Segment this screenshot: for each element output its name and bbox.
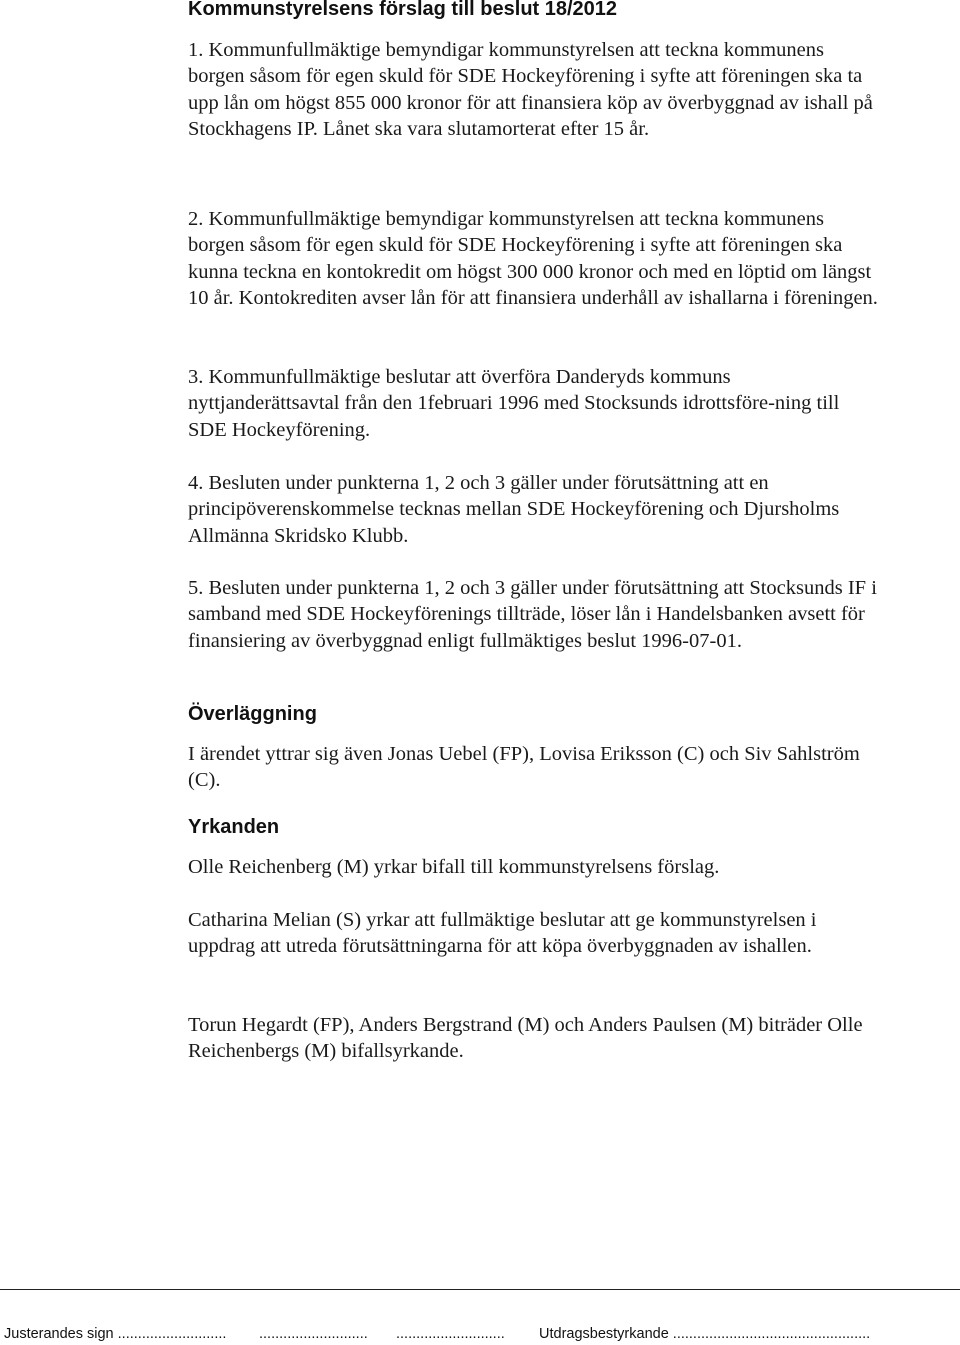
sign-field-3: ........................... bbox=[396, 1326, 505, 1342]
sign-field-2: ........................... bbox=[259, 1326, 368, 1342]
proposal-item-5: 5. Besluten under punkterna 1, 2 och 3 gäller under förutsättning att Stocksunds IF i samband med SDE Hockeyförenings tillträde, löser lån i Handelsbanken avsett för finansiering av överbyggnad enligt fullmäktiges beslut 1996-07-01. bbox=[188, 577, 877, 652]
motions-heading: Yrkanden bbox=[188, 816, 280, 838]
footer-divider bbox=[0, 1289, 960, 1290]
deliberation-text: I ärendet yttrar sig även Jonas Uebel (FP), Lovisa Eriksson (C) och Siv Sahlström (C). bbox=[188, 743, 860, 792]
proposal-item-1: 1. Kommunfullmäktige bemyndigar kommunstyrelsen att teckna kommunens borgen såsom för egen skuld för SDE Hockeyförening i syfte att föreningen ska ta upp lån om högst 855 000 kronor för att finansiera köp av överbyggnad av ishall på Stockhagens IP. Lånet ska vara slutamorterat efter 15 år. bbox=[188, 39, 873, 140]
justerandes-sign-field: Justerandes sign ........................... bbox=[4, 1326, 227, 1342]
page-title: Kommunstyrelsens förslag till beslut 18/2012 bbox=[188, 0, 618, 20]
deliberation-heading: Överläggning bbox=[188, 703, 317, 725]
proposal-item-2: 2. Kommunfullmäktige bemyndigar kommunstyrelsen att teckna kommunens borgen såsom för egen skuld för SDE Hockeyförening i syfte att föreningen ska kunna teckna en kontokredit om högst 300 000 kronor och med en löptid om längst 10 år. Kontokrediten avser lån för att finansiera underhåll av ishallarna i föreningen. bbox=[188, 208, 878, 309]
motion-item: Olle Reichenberg (M) yrkar bifall till kommunstyrelsens förslag. bbox=[188, 856, 720, 878]
proposal-item-3: 3. Kommunfullmäktige beslutar att överföra Danderyds kommuns nyttjanderättsavtal från den 1februari 1996 med Stocksunds idrottsföre-ning till SDE Hockeyförening. bbox=[188, 366, 840, 441]
proposal-item-4: 4. Besluten under punkterna 1, 2 och 3 gäller under förutsättning att en principöverenskommelse tecknas mellan SDE Hockeyförening och Djursholms Allmänna Skridsko Klubb. bbox=[188, 472, 840, 547]
motion-item: Catharina Melian (S) yrkar att fullmäktige beslutar att ge kommunstyrelsen i uppdrag att utreda förutsättningarna för att köpa överbyggnaden av ishallen. bbox=[188, 909, 817, 958]
motion-item: Torun Hegardt (FP), Anders Bergstrand (M) och Anders Paulsen (M) biträder Olle Reichenbergs (M) bifallsyrkande. bbox=[188, 1014, 863, 1063]
utdragsbestyrkande-field: Utdragsbestyrkande ................................................. bbox=[539, 1326, 871, 1342]
